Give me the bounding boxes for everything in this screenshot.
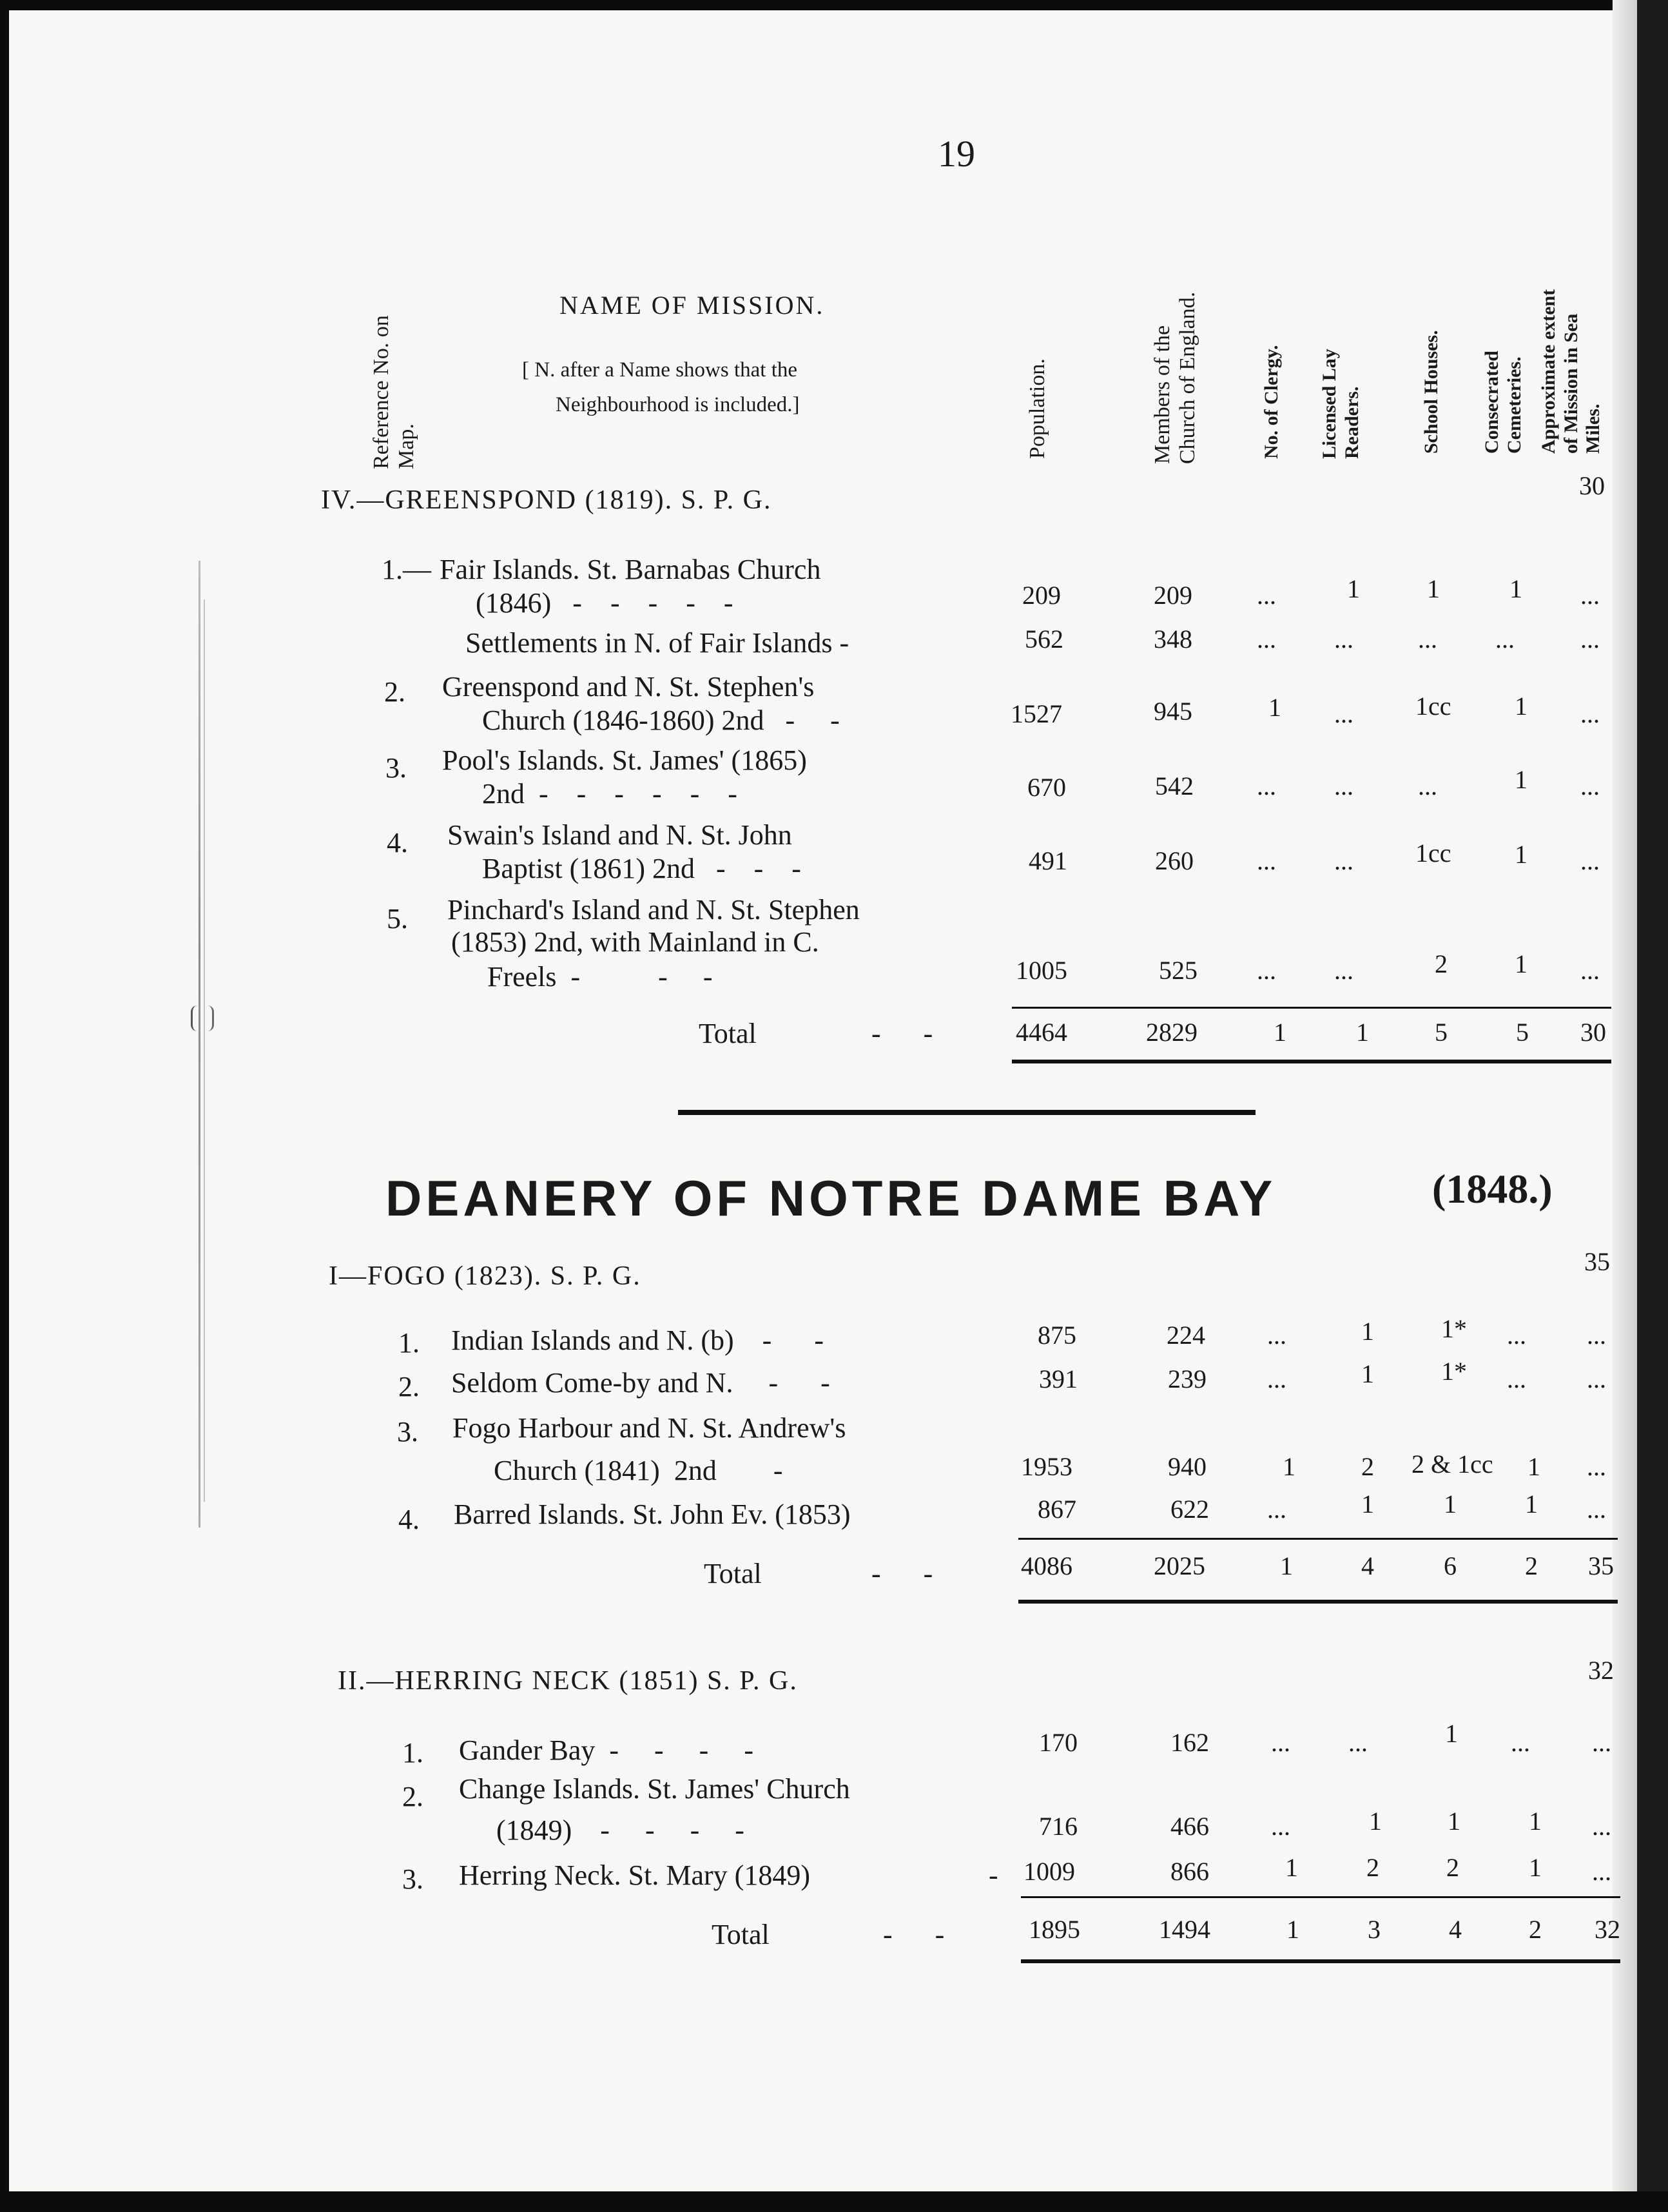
deanery-year: (1848.) (1432, 1166, 1553, 1212)
sea-miles-fogo: 35 (1584, 1247, 1610, 1276)
document-page: 19 Reference No. on Map. NAME OF MISSION. [ N. after a Name shows that the Neighbourhood is included.] Population. Members of the Church of England. No. of Clergy. Licensed Lay Readers. School Houses. Consecrated Cemeteries. Approximate extent of Mission in Sea Miles. IV.—GREENSPOND (1819). S. P. G. 30 1.— Fair Islands. St. Barnabas Church (1846) - - - - - 209 209 ... 1 1 1 ... Settlements in N. of Fair Islands - 562 348 ... ... ... ... ... 2. Greenspond and N. St. Stephen's Church (1846-1860) 2nd - - 1527 945 1 ... 1cc 1 ... 3. Pool's Islands. St. James' (1865) 2nd - - - - - - 670 542 ... ... ... 1 ... 4. Swain's Island and N. St. John Baptist (1861) 2nd - - - 491 260 ... ... 1cc 1 ... 5. Pinchard's Island and N. St. Stephen (1853) 2nd, with Mainland in C. Freels - - - 1005 525 ... ... 2 1 ... Total - - 4464 2829 1 1 5 5 30 DEANERY OF NOTRE DAME BAY (1848.) I—FOGO (1823). S. P. G. 35 1. Indian Islands and N. (b) - - 875 224 ... 1 1* ... ... 2. Seldom Come-by and N. - - 391 239 ... 1 1* ... ... 3. Fogo Harbour and N. St. Andrew's Church (1841) 2nd - 1953 940 1 2 2 & 1cc 1 ... 4. Barred Islands. St. John Ev. (1853) 867 622 ... 1 1 1 ... Total - - 4086 2025 1 4 6 2 35 II.—HERRING NECK (1851) S. P. G. 32 1. Gander Bay - - - - 170 162 ... ... 1 ... ... 2. Change Islands. St. James' Church (1849) - - - - 716 466 ... 1 1 1 ... 3. Herring Neck. St. Mary (1849) - 1009 866 1 2 2 1 ... Total - - 1895 1494 1 3 4 2 32 (0, 0, 1668, 2212)
section-title-herring-neck: II.—HERRING NECK (1851) S. P. G. (338, 1666, 798, 1696)
total-rule (1021, 1896, 1620, 1898)
header-lay-readers: Licensed Lay Readers. (1319, 349, 1363, 459)
scan-edge-bottom (0, 2191, 1668, 2212)
total-rule (1012, 1007, 1611, 1009)
header-name-note-2: Neighbourhood is included.] (556, 393, 800, 416)
sea-miles-herring-neck: 32 (1588, 1656, 1614, 1685)
section-divider (678, 1110, 1256, 1115)
header-name-note-1: [ N. after a Name shows that the (522, 358, 798, 382)
header-reference: Reference No. on Map. (369, 315, 419, 469)
section-title-greenspond: IV.—GREENSPOND (1819). S. P. G. (321, 485, 772, 515)
dash: - (989, 1859, 998, 1891)
page-curl-shadow (1613, 0, 1637, 2212)
scan-edge-left (0, 0, 9, 2212)
header-cemeteries: Consecrated Cemeteries. (1481, 351, 1525, 454)
header-members: Members of the Church of England. (1150, 291, 1200, 464)
deanery-title: DEANERY OF NOTRE DAME BAY (385, 1170, 1277, 1227)
header-school-houses: School Houses. (1421, 330, 1442, 454)
header-name-of-mission: NAME OF MISSION. (559, 291, 825, 320)
total-double-rule (1018, 1600, 1618, 1604)
page-number: 19 (938, 133, 975, 175)
binding-stitch (191, 561, 210, 1528)
header-clergy: No. of Clergy. (1261, 345, 1282, 459)
section-title-fogo: I—FOGO (1823). S. P. G. (329, 1261, 641, 1291)
scan-edge-top (0, 0, 1668, 10)
header-population: Population. (1025, 358, 1049, 459)
total-rule (1018, 1538, 1618, 1540)
sea-miles-greenspond: 30 (1579, 471, 1605, 500)
header-extent: Approximate extent of Mission in Sea Miles. (1538, 289, 1604, 454)
scan-edge-right (1637, 0, 1668, 2212)
total-double-rule (1021, 1959, 1620, 1963)
total-double-rule (1012, 1060, 1611, 1063)
